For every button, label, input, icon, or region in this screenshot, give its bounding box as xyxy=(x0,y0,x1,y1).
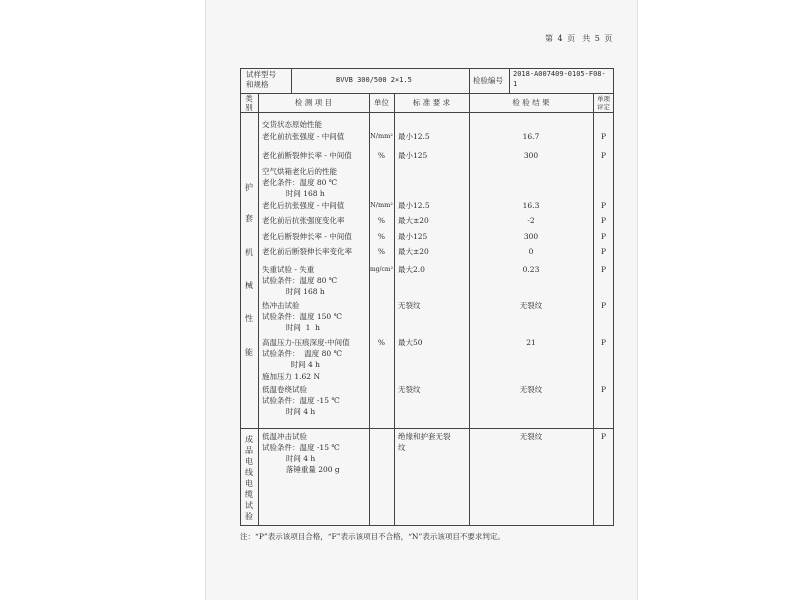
item-line: 老化前断裂伸长率 - 中间值 xyxy=(262,151,352,160)
item-line: 老化前抗张强度 - 中间值 xyxy=(262,132,345,141)
col-category-2: 别 xyxy=(245,103,253,112)
item-line: 时间 4 h xyxy=(262,360,320,369)
item-line: 高温压力-压痕深度-中间值 xyxy=(262,338,350,347)
item-line: 试验条件：温度 -15 ℃ xyxy=(262,443,340,452)
requirement-cell: 最小12.5 xyxy=(398,201,430,210)
item-line: 时间 4 h xyxy=(262,407,316,416)
item-line: 试验条件：温度 -15 ℃ xyxy=(262,396,340,405)
sample-label-line xyxy=(291,68,292,93)
col-category-1: 类 xyxy=(245,94,253,103)
page-number xyxy=(539,33,613,44)
item-line: 热冲击试验 xyxy=(262,301,300,310)
cable-category-char: 缆 xyxy=(245,490,253,499)
item-line: 老化后断裂伸长率 - 中间值 xyxy=(262,232,352,241)
unit-cell: % xyxy=(377,216,386,225)
cable-category-char: 成 xyxy=(245,435,253,444)
judge-cell: P xyxy=(600,301,607,310)
requirement-cell: 最大±20 xyxy=(398,216,429,225)
item-line: 低温冲击试验 xyxy=(262,432,307,441)
item-line: 失重试验 - 失重 xyxy=(262,265,315,274)
unit-cell: % xyxy=(377,151,386,160)
col-result: 检 验 结 果 xyxy=(512,98,550,107)
judge-cell: P xyxy=(600,338,607,347)
judge-cell: P xyxy=(600,385,607,394)
result-cell: 16.3 xyxy=(522,201,540,210)
section-divider xyxy=(240,428,614,429)
report-number-label: 检验编号 xyxy=(473,76,503,85)
result-cell: 300 xyxy=(523,232,539,241)
judge-cell: P xyxy=(600,132,607,141)
result-cell: 300 xyxy=(523,151,539,160)
sheath-category-char: 能 xyxy=(245,348,253,357)
item-line: 交货状态原始性能 xyxy=(262,120,322,129)
requirement-cell: 绝缘和护套无裂 xyxy=(398,432,451,441)
unit-cell: % xyxy=(377,247,386,256)
requirement-cell: 最大50 xyxy=(398,338,423,347)
header-divider xyxy=(240,93,614,94)
requirement-cell: 无裂纹 xyxy=(398,385,421,394)
footnote: 注：“P”表示该项目合格，“F”表示该项目不合格，“N”表示该项目不要求判定。 xyxy=(240,532,505,541)
report-number-value-1: 2018-A007409-0105-F08- xyxy=(513,70,606,78)
result-cell: 16.7 xyxy=(522,132,540,141)
item-line: 试验条件： 温度 80 ℃ xyxy=(262,349,342,358)
item-line: 时间 168 h xyxy=(262,189,325,198)
sheath-category-char: 械 xyxy=(245,281,253,290)
result-cell: 0.23 xyxy=(522,265,540,274)
requirement-col-line xyxy=(394,93,395,526)
sheath-category-char: 套 xyxy=(245,214,253,223)
sheath-category-char: 性 xyxy=(245,314,253,323)
unit-cell: N/mm² xyxy=(370,201,393,209)
item-line: 空气烘箱老化后的性能 xyxy=(262,167,337,176)
requirement-cell: 无裂纹 xyxy=(398,301,421,310)
sheath-category-char: 护 xyxy=(245,183,253,192)
item-line: 时间 168 h xyxy=(262,287,325,296)
judge-cell: P xyxy=(600,201,607,210)
col-item: 检 测 项 目 xyxy=(294,98,333,107)
unit-cell: mg/cm² xyxy=(369,266,393,273)
cable-category-char: 线 xyxy=(245,468,253,477)
cable-category-char: 电 xyxy=(245,457,253,466)
requirement-cell: 最大±20 xyxy=(398,247,429,256)
item-line: 老化前后断裂伸长率变化率 xyxy=(262,247,352,256)
unit-cell: % xyxy=(377,232,386,241)
sample-label-2: 和规格 xyxy=(246,80,269,89)
sheath-category-char: 机 xyxy=(245,248,253,257)
report-label-line xyxy=(469,68,470,93)
requirement-cell: 最小12.5 xyxy=(398,132,430,141)
judge-cell: P xyxy=(600,265,607,274)
requirement-cell: 最大2.0 xyxy=(398,265,425,274)
sample-value: BVVB 300/500 2×1.5 xyxy=(336,76,412,84)
requirement-cell: 最小125 xyxy=(398,232,428,241)
item-line: 落锤重量 200 g xyxy=(262,465,340,474)
report-number-value-2: 1 xyxy=(513,80,518,88)
requirement-cell: 最小125 xyxy=(398,151,428,160)
cable-category-char: 试 xyxy=(245,501,253,510)
category-col-line xyxy=(258,93,259,526)
judge-cell: P xyxy=(600,247,607,256)
result-cell: 0 xyxy=(528,247,534,256)
requirement-cell: 纹 xyxy=(398,443,406,452)
result-cell: -2 xyxy=(527,216,535,225)
item-line: 试验条件：温度 150 ℃ xyxy=(262,312,342,321)
judge-cell: P xyxy=(600,432,607,441)
item-line: 老化前后抗张强度变化率 xyxy=(262,216,345,225)
column-header-divider xyxy=(240,112,614,113)
col-requirement: 标 准 要 求 xyxy=(412,98,451,107)
item-line: 试验条件：温度 80 ℃ xyxy=(262,276,338,285)
judge-cell: P xyxy=(600,232,607,241)
judge-cell: P xyxy=(600,216,607,225)
item-line: 时间 1 h xyxy=(262,323,320,332)
report-value-line xyxy=(509,68,510,93)
unit-cell: % xyxy=(377,338,386,347)
item-line: 老化后抗张强度 - 中间值 xyxy=(262,201,345,210)
cable-category-char: 电 xyxy=(245,479,253,488)
col-judge-1: 单项 xyxy=(597,95,610,103)
cable-category-char: 品 xyxy=(245,446,253,455)
cable-category-char: 验 xyxy=(245,512,253,521)
col-unit: 单位 xyxy=(374,98,389,107)
judge-cell: P xyxy=(600,151,607,160)
item-line: 施加压力 1.62 N xyxy=(262,372,321,381)
item-line: 低温卷绕试验 xyxy=(262,385,307,394)
result-cell: 无裂纹 xyxy=(519,385,543,394)
result-cell: 无裂纹 xyxy=(519,301,543,310)
result-cell: 无裂纹 xyxy=(519,432,543,441)
item-line: 老化条件：温度 80 ℃ xyxy=(262,178,338,187)
page-label: 第 4 页 xyxy=(545,34,577,43)
unit-cell: N/mm² xyxy=(370,132,393,140)
total-pages-label: 共 5 页 xyxy=(582,34,614,43)
sample-label-1: 试样型号 xyxy=(246,70,276,79)
result-cell: 21 xyxy=(526,338,536,347)
col-judge-2: 评定 xyxy=(597,103,610,111)
item-line: 时间 4 h xyxy=(262,454,316,463)
